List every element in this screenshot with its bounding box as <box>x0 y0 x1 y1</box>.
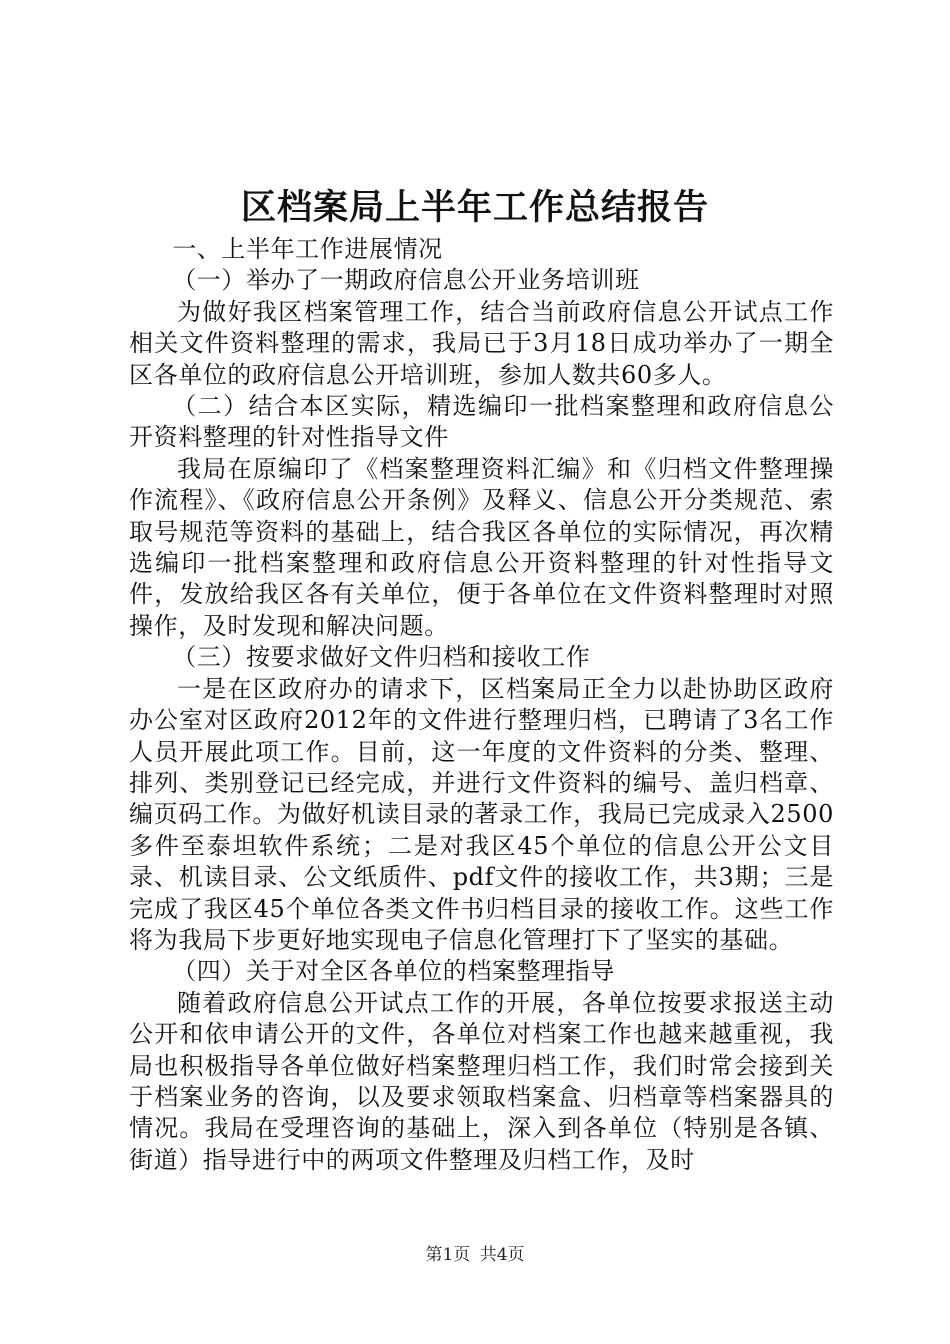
page-total: 共4页 <box>479 1245 525 1265</box>
subsection-heading: （四）关于对全区各单位的档案整理指导 <box>172 957 615 986</box>
section-heading: 一、上半年工作进展情况 <box>172 235 443 263</box>
subsection-heading: （一）举办了一期政府信息公开业务培训班 <box>172 266 640 295</box>
subsection-heading: （三）按要求做好文件归档和接收工作 <box>172 643 591 672</box>
document-body <box>129 234 834 1176</box>
page-number: 第1页 <box>425 1245 471 1265</box>
document-title: 区档案局上半年工作总结报告 <box>240 187 709 228</box>
page-footer <box>0 1243 950 1267</box>
paragraph: 我局在原编印了《档案整理资料汇编》和《归档文件整理操作流程》、《政府信息公开条例》及释义、信息公开分类规范、索取号规范等资料的基础上，结合我区各单位的实际情况，再次精选编印一批档案整理和政府信息公开资料整理的针对性指导文件，发放给我区各有关单位，便于各单位在文件资料整理时对照操作，及时发现和解决问题。 <box>129 454 834 640</box>
paragraph: 随着政府信息公开试点工作的开展，各单位按要求报送主动公开和依申请公开的文件，各单位对档案工作也越来越重视，我局也积极指导各单位做好档案整理归档工作，我们时常会接到关于档案业务的咨询，以及要求领取档案盒、归档章等档案器具的情况。我局在受理咨询的基础上，深入到各单位（特别是各镇、街道）指导进行中的两项文件整理及归档工作，及时 <box>129 988 834 1174</box>
paragraph: 一是在区政府办的请求下，区档案局正全力以赴协助区政府办公室对区政府2012年的文件进行整理归档，已聘请了3名工作人员开展此项工作。目前，这一年度的文件资料的分类、整理、排列、类别登记已经完成，并进行文件资料的编号、盖归档章、编页码工作。为做好机读目录的著录工作，我局已完成录入2500多件至泰坦软件系统；二是对我区45个单位的信息公开公文目录、机读目录、公文纸质件、pdf文件的接收工作，共3期；三是完成了我区45个单位各类文件书归档目录的接收工作。这些工作将为我局下步更好地实现电子信息化管理打下了坚实的基础。 <box>129 674 834 954</box>
paragraph: 为做好我区档案管理工作，结合当前政府信息公开试点工作相关文件资料整理的需求，我局已于3月18日成功举办了一期全区各单位的政府信息公开培训班，参加人数共60多人。 <box>129 297 834 389</box>
subsection-heading: （二）结合本区实际，精选编印一批档案整理和政府信息公开资料整理的针对性指导文件 <box>129 392 834 452</box>
